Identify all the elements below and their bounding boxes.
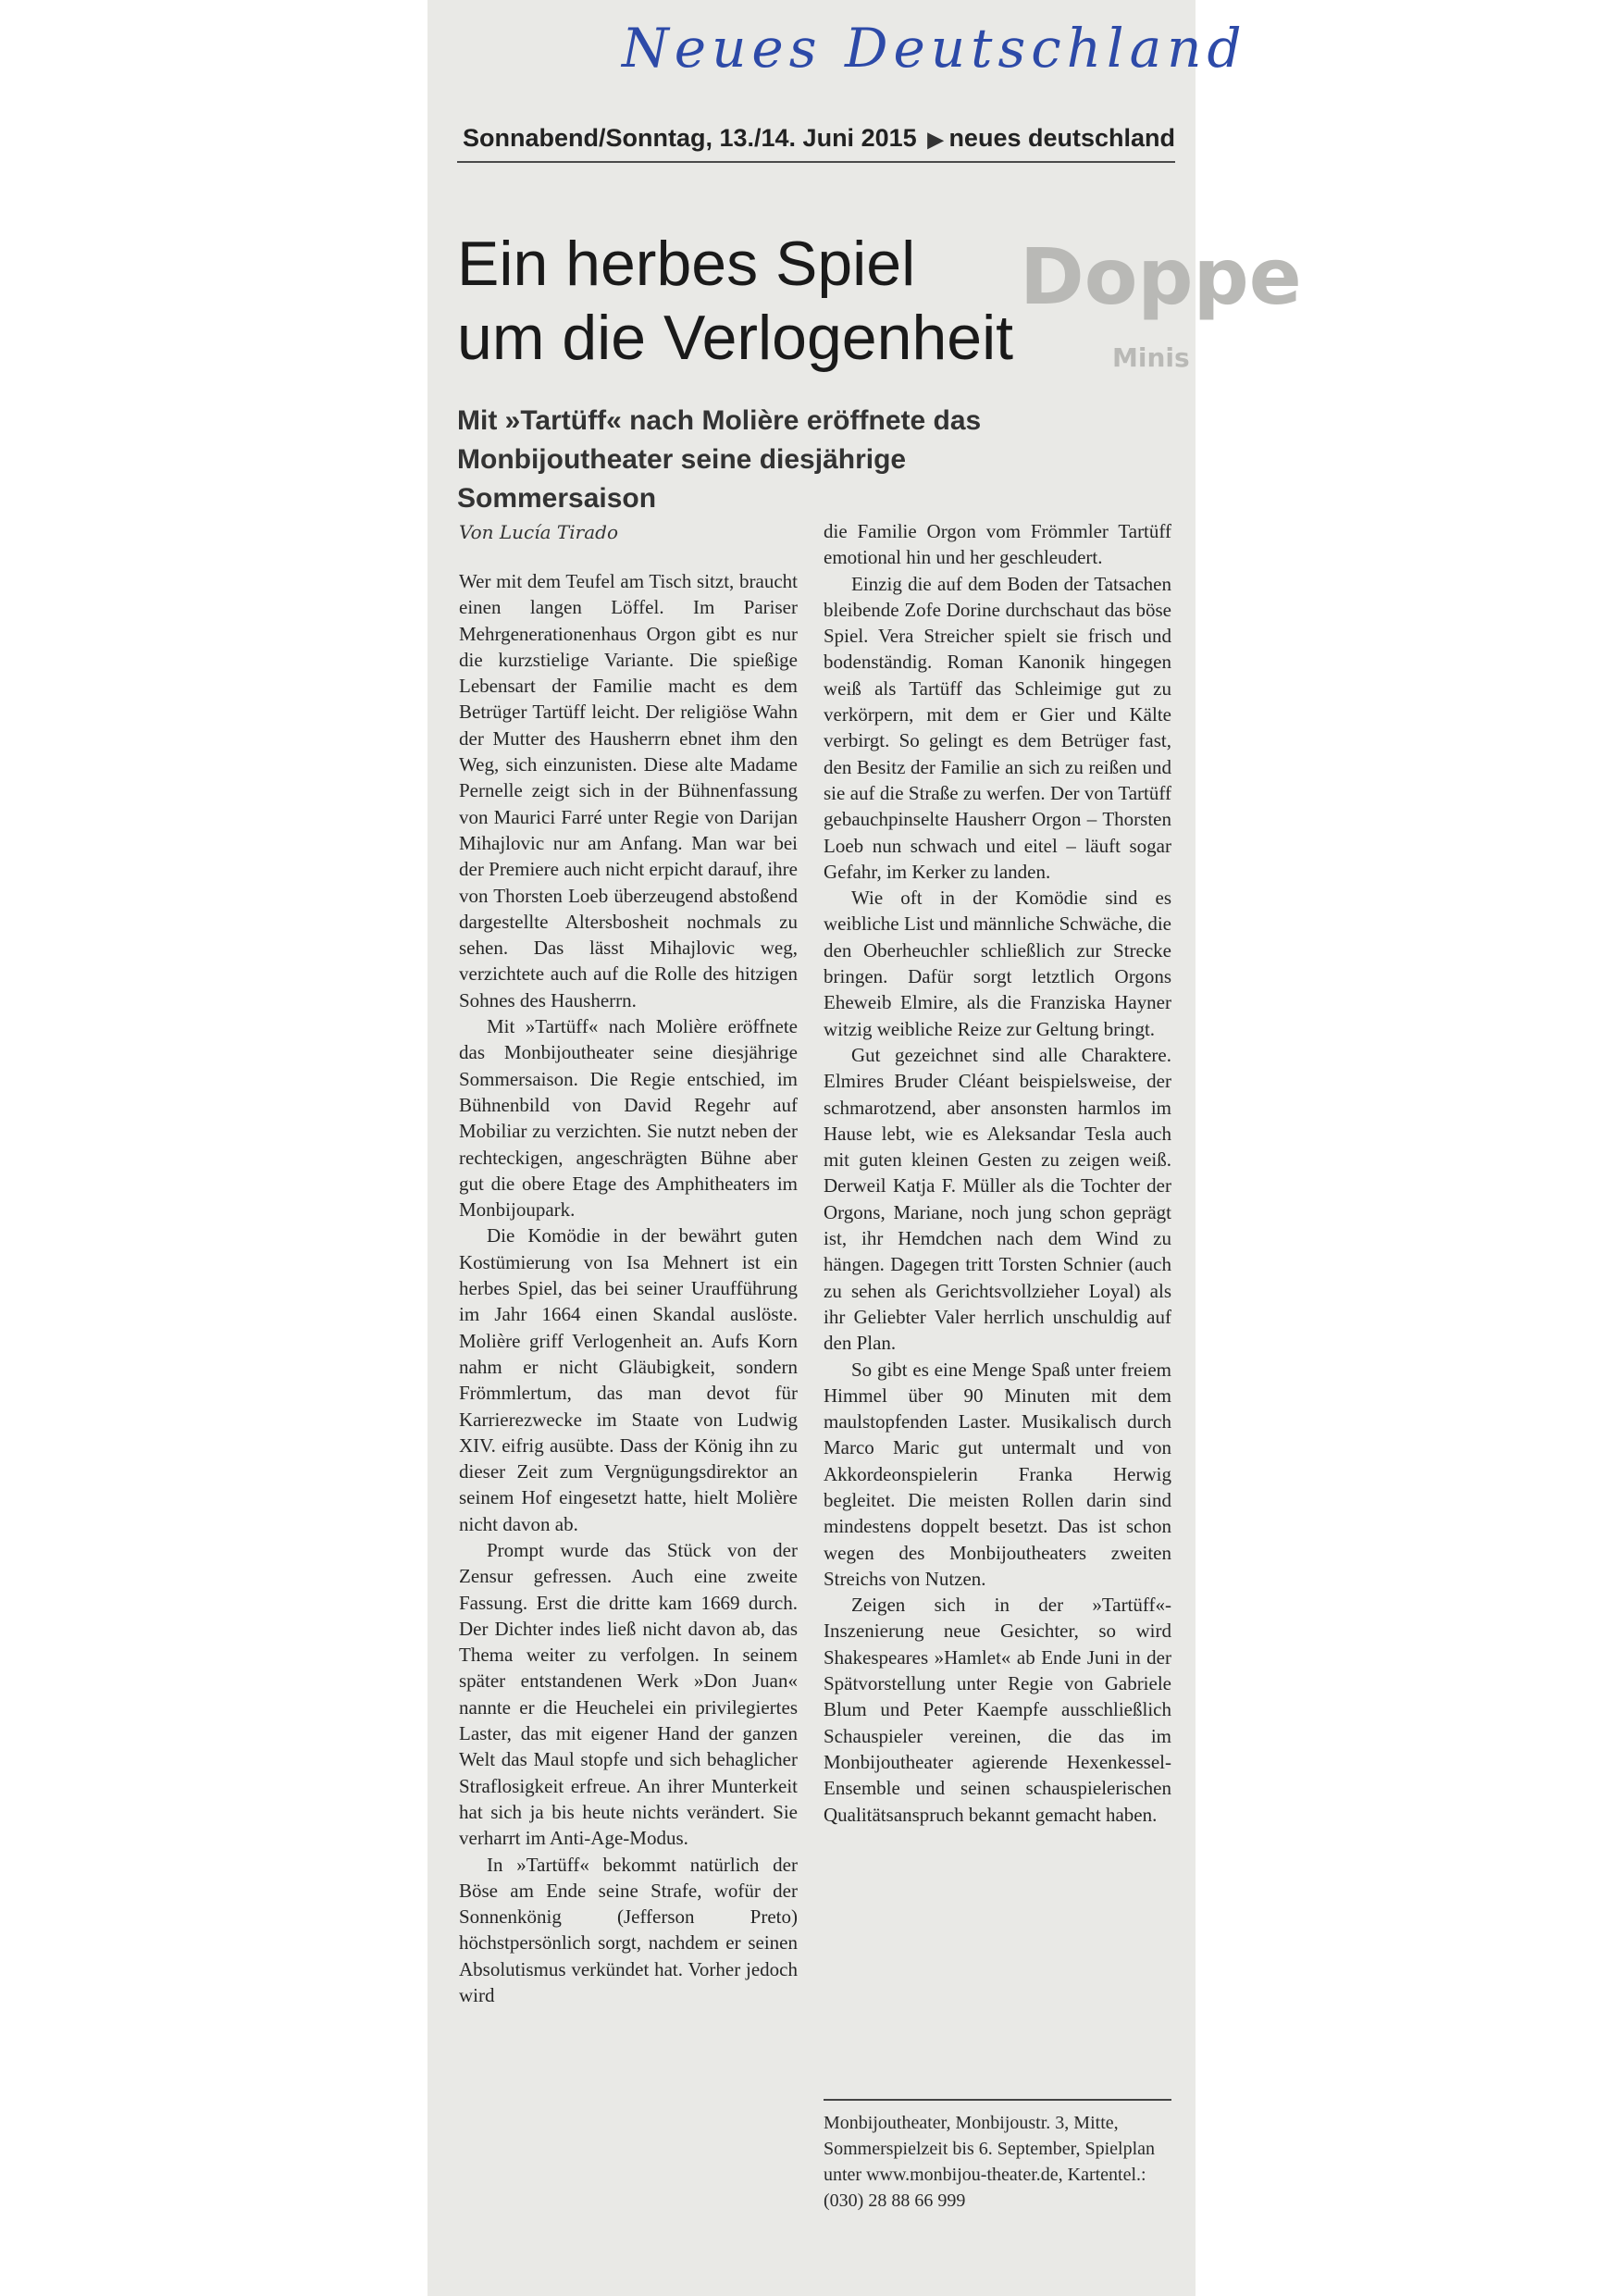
page-header <box>457 120 1175 163</box>
paragraph: In »Tartüff« bekommt natürlich der Böse am Ende seine Strafe, wofür der Sonnenkönig (Jefferson Preto) höchstpersönlich sorgt, nachdem er seinen Absolutismus verkündet hat. Vorher jedoch wird <box>459 1853 798 2007</box>
article-column-left <box>459 568 798 2008</box>
article-subtitle: Mit »Tartüff« nach Molière eröffnete das Monbijoutheater seine diesjährige Sommersaison <box>457 405 982 514</box>
arrow-right-icon: ▶ <box>927 128 944 151</box>
paragraph: Mit »Tartüff« nach Molière eröffnete das Monbijoutheater seine diesjährige Sommersaison. Die Regie entschied, im Bühnenbild von David Regehr auf Mobiliar zu verzichten. Sie nutzt neben der rechteckigen, angeschrägten Bühne aber gut die obere Etage des Amphitheaters im Monbijoupark. <box>459 1015 798 1222</box>
paragraph: Zeigen sich in der »Tartüff«-Inszenierung neue Gesichter, so wird Shakespeares »Hamlet« ab Ende Juni in der Spätvorstellung unter Regie von Gabriele Blum und Peter Kaempfe ausschließlich Schauspieler vereinen, die das im Monbijoutheater agierende Hexenkessel-Ensemble und seinen schauspielerischen Qualitätsanspruch bekannt gemacht haben. <box>824 1594 1171 1826</box>
paragraph: Wie oft in der Komödie sind es weibliche List und männliche Schwäche, die den Oberheuchler schließlich zur Strecke bringen. Dafür sorgt letztlich Orgons Eheweib Elmire, als die Franziska Hayner witzig weibliche Reize zur Geltung bringt. <box>824 887 1171 1040</box>
paragraph: Prompt wurde das Stück von der Zensur gefressen. Auch eine zweite Fassung. Erst die dritte kam 1669 durch. Der Dichter indes ließ nicht davon ab, das Thema weiter zu verfolgen. In seinem später entstandenen Werk »Don Juan« nannte er die Heuchelei ein privilegiertes Laster, das mit eigener Hand der ganzen Welt das Maul stopfe und sich behaglicher Straflosigkeit erfreue. An ihrer Munterkeit hat sich ja bis heute nichts verändert. Sie verharrt im Anti-Age-Modus. <box>459 1538 798 1850</box>
issue-date: Sonnabend/Sonntag, 13./14. Juni 2015 <box>463 124 917 152</box>
handwritten-label: Neues Deutschland <box>622 17 1247 80</box>
publication-name <box>928 124 1175 153</box>
paragraph: die Familie Orgon vom Frömmler Tartüff emotional hin und her geschleudert. <box>824 520 1171 569</box>
newspaper-clipping <box>427 0 1302 2296</box>
author-byline: Von Lucía Tirado <box>459 521 618 543</box>
article-column-right <box>824 518 1171 1828</box>
ghost-bleed-line: Minis <box>1112 342 1190 373</box>
publication-label: neues deutschland <box>948 124 1175 152</box>
paragraph: Wer mit dem Teufel am Tisch sitzt, braucht einen langen Löffel. Im Pariser Mehrgenerationenhaus Orgon gibt es nur die kurzstielige Variante. Die spießige Lebensart der Familie macht es dem Betrüger Tartüff leicht. Der religiöse Wahn der Mutter des Hausherrn ebnet ihm den Weg, sich einzunisten. Diese alte Madame Pernelle zeigt sich in der Bühnenfassung von Maurici Farré unter Regie von Darijan Mihajlovic nur am Anfang. Man war bei der Premiere auch nicht erpicht darauf, ihre von Thorsten Loeb überzeugend abstoßend dargestellte Altersbosheit nochmals zu sehen. Das lässt Mihajlovic weg, verzichtete auch auf die Rolle des hitzigen Sohnes des Hausherrn. <box>459 570 798 1011</box>
paragraph: Einzig die auf dem Boden der Tatsachen bleibende Zofe Dorine durchschaut das böse Spiel. Vera Streicher spielt sie frisch und bodenständig. Roman Kanonik hingegen weiß als Tartüff das Schleimige gut zu verkörpern, mit dem er Gier und Kälte verbirgt. So gelingt es dem Betrüger fast, den Besitz der Familie an sich zu reißen und sie auf die Straße zu werfen. Der von Tartüff gebauchpinselte Hausherr Orgon – Thorsten Loeb nun schwach und eitel – läuft sogar Gefahr, im Kerker zu landen. <box>824 572 1171 883</box>
article-title: Ein herbes Spiel um die Verlogenheit <box>457 229 1014 373</box>
ghost-bleed-headline: Doppe <box>1020 231 1302 322</box>
paragraph: So gibt es eine Menge Spaß unter freiem Himmel über 90 Minuten mit dem maulstopfenden Laster. Musikalisch durch Marco Maric gut untermalt und von Akkordeonspielerin Franka Herwig begleitet. Die meisten Rollen darin sind mindestens doppelt besetzt. Das ist schon wegen des Monbijoutheaters zweiten Streichs von Nutzen. <box>824 1358 1171 1590</box>
paragraph: Gut gezeichnet sind alle Charaktere. Elmires Bruder Cléant beispielsweise, der schmarotzend, aber ansonsten harmlos im Hause lebt, wie es Aleksandar Tesla auch mit guten kleinen Gesten zu zeigen weiß. Derweil Katja F. Müller als die Tochter der Orgons, Mariane, noch jung schon geprägt ist, ihr Hemdchen nach dem Wind zu hängen. Dagegen tritt Torsten Schnier (auch zu sehen als Gerichtsvollzieher Loyal) als ihr Geliebter Valer herrlich unschuldig auf den Plan. <box>824 1043 1171 1355</box>
venue-info-box: Monbijoutheater, Monbijoustr. 3, Mitte, Sommerspielzeit bis 6. September, Spielplan unter www.monbijou-theater.de, Kartentel.: (030) 28 88 66 999 <box>824 2099 1171 2214</box>
paragraph: Die Komödie in der bewährt guten Kostümierung von Isa Mehnert ist ein herbes Spiel, das bei seiner Uraufführung im Jahr 1664 einen Skandal auslöste. Molière griff Verlogenheit an. Aufs Korn nahm er nicht Gläubigkeit, sondern Frömmlertum, das man devot für Karrierezwecke im Staate von Ludwig XIV. eifrig ausübte. Dass der König ihn zu dieser Zeit zum Vergnügungsdirektor an seinem Hof eingesetzt hatte, hielt Molière nicht davon ab. <box>459 1224 798 1535</box>
